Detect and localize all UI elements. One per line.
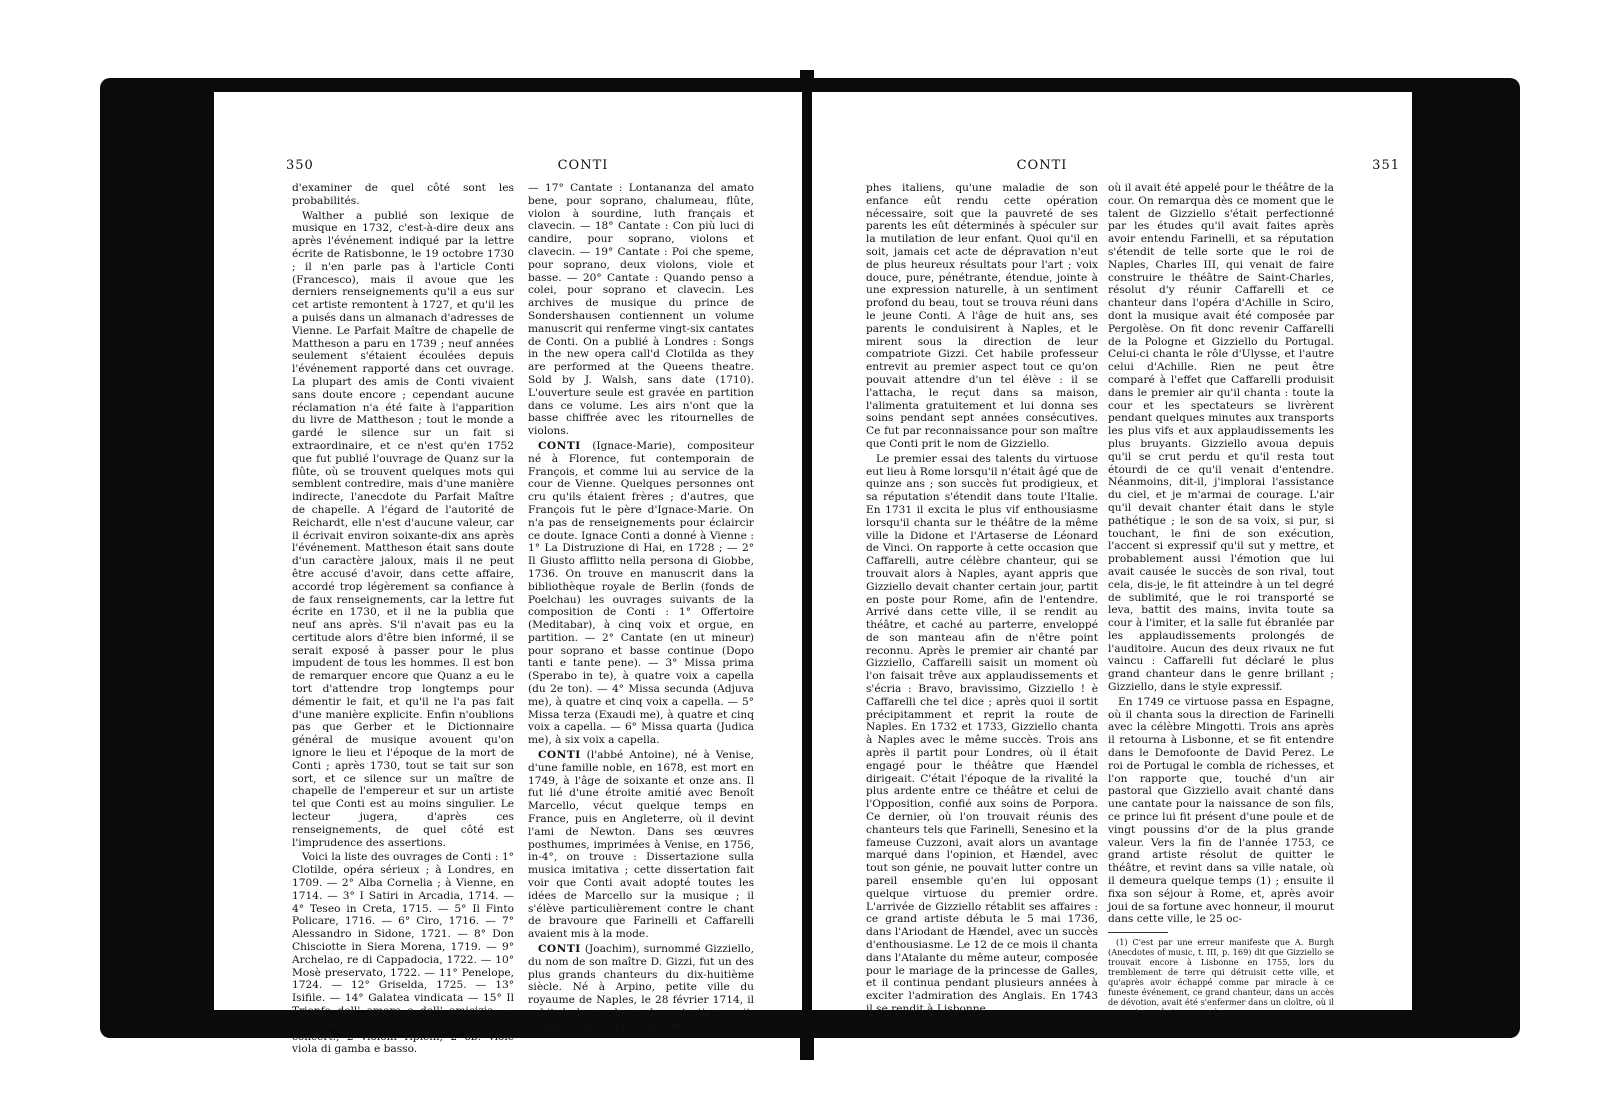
entry-heading: CONTI (538, 749, 581, 762)
paragraph (528, 440, 754, 747)
entry-heading: CONTI (538, 943, 581, 956)
paragraph: En 1749 ce virtuose passa en Espagne, où il chanta sous la direction de Farinelli avec la célèbre Mingotti. Trois ans après il retourna à Lisbonne, et se fit entendre dans le Demofoonte de David Perez. Le roi de Portugal le combla de richesses, et l'on rapporte que, touché d'un air pastoral que Gizziello avait chanté dans une cantate pour la naissance de son fils, ce prince lui fit présent d'une poule et de vingt poussins d'or de la plus grande valeur. Vers la fin de l'année 1753, ce grand artiste résolut de quitter le théâtre, et revint dans sa ville natale, où il demeura quelque temps (1) ; ensuite il fixa son séjour à Rome, et, après avoir joui de sa fortune avec honneur, il mourut dans cette ville, le 25 oc- (1108, 695, 1334, 926)
paragraph: — 17° Cantate : Lontananza del amato bene, pour soprano, chalumeau, flûte, violon à sourdine, luth français et clavecin. — 18° Cantate : Con più luci di candire, pour soprano, violons et clavecin. — 19° Cantate : Poi che speme, pour soprano, deux violons, viole et basse. — 20° Cantate : Quando penso a colei, pour soprano et clavecin. Les archives de musique du prince de Sondershausen contiennent un volume manuscrit qui renferme vingt-six cantates de Conti. On a publié à Londres : Songs in the new opera call'd Clotilda as they are performed at the Queens theatre. Sold by J. Walsh, sans date (1710). L'ouverture seule est gravée en partition dans ce volume. Les airs n'ont que la basse chiffrée avec les ritournelles de violons. (528, 182, 754, 438)
paragraph: Voici la liste des ouvrages de Conti : 1° Clotilde, opéra sérieux ; à Londres, en 1709. — 2° Alba Cornelia ; à Vienne, en 1714. — 3° I Satiri in Arcadia, 1714. — 4° Teseo in Creta, 1715. — 5° Il Finto Policare, 1716. — 6° Ciro, 1716. — 7° Alessandro in Sidone, 1721. — 8° Don Chisciotte in Siera Morena, 1719. — 9° Archelao, re di Cappadocia, 1722. — 10° Mosè preservato, 1722. — 11° Penelope, 1724. — 12° Griselda, 1725. — 13° Isifile. — 14° Galatea vindicata — 15° Il Trionfo dell' amore e dell' amicizia. — 16° Mottetto a soprano solo, 2 viol. concert., 2 violoni ripieni, 2 ob. viole viola di gamba e basso. (292, 851, 514, 1056)
right-page-header (812, 158, 1412, 178)
left-column-2 (528, 182, 754, 1032)
left-page (214, 92, 802, 1056)
entry-text: (Joachim), surnommé Gizziello, du nom de son maître D. Gizzi, fut un des plus grands chanteurs du dix-huitième siècle. Né à Arpino, petite ville du royaume de Naples, le 28 février 1714, il subit de bonne heure la castration ; soit, comme l'ont dit plusieurs biogra (528, 943, 754, 1032)
paragraph: Le premier essai des talents du virtuose eut lieu à Rome lorsqu'il n'était âgé que de quinze ans ; son succès fut prodigieux, et sa réputation s'étendit dans toute l'Italie. En 1731 il excita le plus vif enthousiasme lorsqu'il chanta sur le théâtre de la même ville la Didone et l'Artaserse de Léonard de Vinci. On rapporte à cette occasion que Caffarelli, autre célèbre chanteur, qui se trouvait alors à Naples, ayant appris que Gizziello devait chanter certain jour, partit en poste pour Rome, afin de l'entendre. Arrivé dans cette ville, il se rendit au théâtre, et caché au parterre, enveloppé de son manteau afin de n'être point reconnu. Après le premier air chanté par Gizziello, Caffarelli saisit un moment où l'on faisait trêve aux applaudissements et s'écria : Bravo, bravissimo, Gizziello ! è Caffarelli che tel dice ; après quoi il sortit précipitamment et reprit la route de Naples. En 1732 et 1733, Gizziello chanta à Naples avec le même succès. Trois ans après il partit pour Londres, où il était engagé pour le théâtre que Hændel dirigeait. C'était l'époque de la rivalité la plus ardente entre ce théâtre et celui de l'Opposition, confié aux soins de Porpora. Ce dernier, où l'on trouvait réunis des chanteurs tels que Farinelli, Senesino et la fameuse Cuzzoni, avait alors un avantage marqué dans l'opinion, et Hændel, avec tout son génie, ne pouvait lutter contre un pareil ensemble qu'en lui opposant quelque virtuose du premier ordre. L'arrivée de Gizziello rétablit ses affaires : ce grand artiste débuta le 5 mai 1736, dans l'Ariodant de Hændel, avec un succès d'enthousiasme. Le 12 de ce mois il chanta dans l'Atalante du même auteur, composée pour le mariage de la princesse de Galles, et il continua pendant plusieurs années à exciter l'admiration des Anglais. En 1743 il se rendit à Lisbonne, (866, 452, 1098, 1015)
paragraph: d'examiner de quel côté sont les probabilités. (292, 182, 514, 207)
left-page-header (214, 158, 802, 178)
paragraph: Walther a publié son lexique de musique en 1732, c'est-à-dire deux ans après l'événement indiqué par la lettre écrite de Ratisbonne, le 19 octobre 1730 ; il n'en parle pas à l'article Conti (Francesco), mais il avoue que les derniers renseignements qu'il a eus sur cet artiste remontent à 1727, et qu'il les a puisés dans un almanach d'adresses de Vienne. Le Parfait Maître de chapelle de Mattheson a paru en 1739 ; neuf années seulement s'étaient écoulées depuis l'événement rapporté dans cet ouvrage. La plupart des amis de Conti vivaient sans doute encore ; cependant aucune réclamation n'a été faite à l'apparition du livre de Mattheson ; tout le monde a gardé le silence sur un fait si extraordinaire, et ce n'est qu'en 1752 que fut publié l'ouvrage de Quanz sur la flûte, où se trouvent quelques mots qui semblent contredire, mais d'une manière indirecte, l'anecdote du Parfait Maître de chapelle. A l'égard de l'autorité de Reichardt, elle n'est d'aucune valeur, car il écrivait environ soixante-dix ans après l'événement. Mattheson était sans doute d'un caractère jaloux, mais il ne peut être accusé d'avoir, dans cette affaire, accordé trop légèrement sa confiance à de faux renseignements, car la lettre fut écrite en 1730, et il ne la publia que neuf ans après. S'il n'avait pas eu la certitude alors d'être bien informé, il se serait exposé à passer pour le plus impudent de tous les hommes. Il est bon de remarquer encore que Quanz a eu le tort d'attendre trop longtemps pour démentir le fait, et qu'il ne l'a pas fait d'une manière explicite. Enfin n'oublions pas que Gerber et le Dictionnaire général de musique avouent qu'on ignore le lieu et l'époque de la mort de Conti ; après 1730, tout se tait sur son sort, et ce silence sur un maître de chapelle de l'empereur et sur un artiste tel que Conti est au moins singulier. Le lecteur jugera, d'après ces renseignements, de quel côté est l'imprudence des assertions. (292, 209, 514, 849)
paragraph: où il avait été appelé pour le théâtre de la cour. On remarqua dès ce moment que le talent de Gizziello s'était perfectionné par les études qu'il avait faites après avoir entendu Farinelli, et sa réputation s'étendit de telle sorte que le roi de Naples, Charles III, qui venait de faire construire le théâtre de Saint-Charles, résolut d'y réunir Caffarelli et ce chanteur dans l'opéra d'Achille in Sciro, dont la musique avait été composée par Pergolèse. On fit donc revenir Caffarelli de la Pologne et Gizziello du Portugal. Celui-ci chanta le rôle d'Ulysse, et l'autre celui d'Achille. Rien ne peut être comparé à l'effet que Caffarelli produisit dans le premier air qu'il chanta : toute la cour et les spectateurs se livrèrent pendant quelques minutes aux transports les plus vifs et aux applaudissements les plus bruyants. Gizziello avoua depuis qu'il se crut perdu et qu'il resta tout étourdi de ce qu'il venait d'entendre. Néanmoins, dit-il, j'implorai l'assistance du ciel, et je m'armai de courage. L'air qu'il devait chanter était dans le style pathétique ; le son de sa voix, si pur, si touchant, le fini de son exécution, l'accent si expressif qu'il sut y mettre, et probablement aussi l'émotion que lui avait causée le succès de son rival, tout cela, dis-je, le fit atteindre à un tel degré de sublimité, que le roi transporté se leva, battit des mains, invita toute sa cour à l'imiter, et la salle fut ébranlée par les applaudissements prolongés de l'auditoire. Aucun des deux rivaux ne fut vaincu : Caffarelli fut déclaré le plus grand chanteur dans le genre brillant ; Gizziello, dans le style expressif. (1108, 182, 1334, 694)
right-column-2-body (1108, 182, 1334, 926)
entry-text: (Ignace-Marie), compositeur né à Florence, fut contemporain de François, et comme lui au service de la cour de Vienne. Quelques personnes ont cru qu'ils étaient frères ; d'autres, que François fut le père d'Ignace-Marie. On n'a pas de renseignements pour éclaircir ce doute. Ignace Conti a donné à Vienne : 1° La Distruzione di Hai, en 1728 ; — 2° Il Giusto afflitto nella persona di Giobbe, 1736. On trouve en manuscrit dans la bibliothèque royale de Berlin (fonds de Poelchau) les ouvrages suivants de la composition de Conti : 1° Offertoire (Meditabar), à cinq voix et orgue, en partition. — 2° Cantate (en ut mineur) pour soprano et basse continue (Dopo tanti e tante pene). — 3° Missa prima (Sperabo in te), à quatre voix a capella (du 2e ton). — 4° Missa secunda (Adjuva me), à quatre et cinq voix a capella. — 5° Missa terza (Exaudi me), à quatre et cinq voix a capella. — 6° Missa quarta (Judica me), à six voix a capella. (528, 439, 754, 747)
left-column-1 (292, 182, 514, 1056)
right-running-head: CONTI (1016, 158, 1068, 173)
footnote-rule (1108, 932, 1168, 933)
left-running-head: CONTI (557, 158, 609, 173)
paragraph (528, 749, 754, 941)
entry-text: (l'abbé Antoine), né à Venise, d'une famille noble, en 1678, est mort en 1749, à l'âge de soixante et onze ans. Il fut lié d'une étroite amitié avec Benoît Marcello, vécut quelque temps en France, puis en Angleterre, où il devint l'ami de Newton. Dans ses œuvres posthumes, imprimées à Venise, en 1756, in-4°, on trouve : Dissertazione sulla musica imitativa ; cette dissertation fait voir que Conti avait adopté toutes les idées de Marcello sur la musique ; il s'élève particulièrement contre le chant de bravoure que Farinelli et Caffarelli avaient mis à la mode. (528, 749, 754, 941)
right-column-2 (1108, 182, 1334, 1018)
footnote-text: (1) C'est par une erreur manifeste que A. Burgh (Anecdotes of music, t. III, p. 169) dit que Gizziello se trouvait encore à Lisbonne en 1755, lors du tremblement de terre qui détruisit cette ville, et qu'après avoir échappé comme par miracle à ce funeste événement, ce grand chanteur, dans un accès de dévotion, avait été s'enfermer dans un cloître, où il mourut peu de temps après. (1108, 937, 1334, 1018)
entry-heading: CONTI (538, 439, 581, 452)
paragraph: phes italiens, qu'une maladie de son enfance eût rendu cette opération nécessaire, soit que la pauvreté de ses parents les eût déterminés à spéculer sur la mutilation de leur enfant. Quoi qu'il en soit, jamais cet acte de dépravation n'eut de plus heureux résultats pour l'art ; voix douce, pure, pénétrante, étendue, jointe à une expression naturelle, à un sentiment profond du beau, tout se trouva réuni dans le jeune Conti. A l'âge de huit ans, ses parents le conduisirent à Naples, et le mirent sous la direction de leur compatriote Gizzi. Cet habile professeur entrevit au premier aspect tout ce qu'on pouvait attendre d'un tel élève : il se l'attacha, le reçut dans sa maison, l'alimenta gratuitement et lui donna ses soins pendant sept années consécutives. Ce fut par reconnaissance pour son maître que Conti prit le nom de Gizziello. (866, 182, 1098, 450)
right-page-number: 351 (1372, 158, 1400, 173)
footnote (1108, 937, 1334, 1017)
right-page (812, 92, 1412, 1018)
paragraph (528, 943, 754, 1033)
right-column-1 (866, 182, 1098, 1015)
left-page-number: 350 (286, 158, 314, 173)
